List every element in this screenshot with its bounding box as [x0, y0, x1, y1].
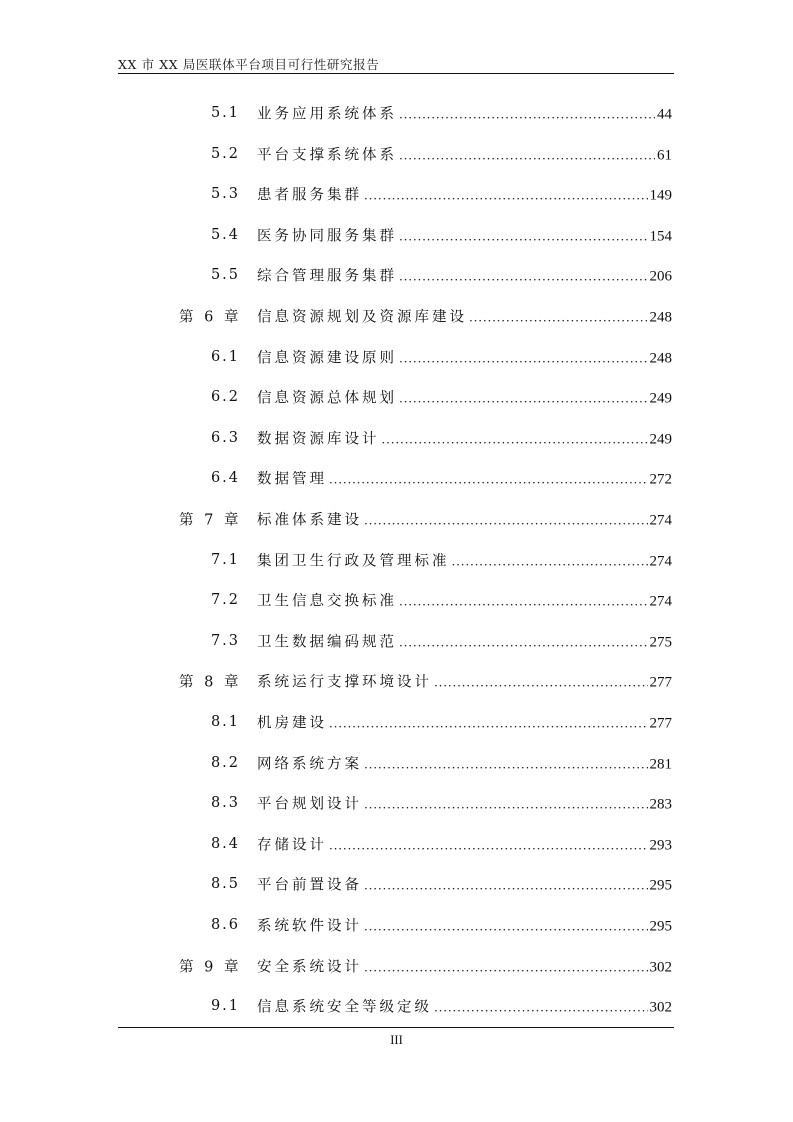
toc-entry-body — [257, 915, 672, 936]
toc-entry-number: 第 7 章 — [179, 512, 239, 529]
toc-dot-leader — [399, 595, 648, 609]
toc-dot-leader — [399, 108, 655, 122]
toc-entry-page: 274 — [649, 593, 672, 610]
header-divider — [118, 73, 674, 74]
footer-divider — [118, 1027, 674, 1028]
toc-dot-leader — [382, 432, 648, 446]
toc-entry-body — [257, 265, 672, 286]
toc-entry-number: 6.4 — [210, 470, 240, 487]
toc-section-entry[interactable] — [0, 743, 793, 783]
toc-entry-body — [257, 306, 672, 327]
toc-entry-number: 7.3 — [210, 632, 240, 649]
toc-entry-number: 8.2 — [210, 754, 240, 771]
toc-entry-title: 卫生数据编码规范 — [257, 634, 397, 651]
toc-entry-title: 平台支撑系统体系 — [257, 147, 397, 164]
toc-entry-title: 标准体系建设 — [257, 512, 362, 529]
toc-entry-title: 信息资源规划及资源库建设 — [257, 309, 467, 326]
toc-entry-body — [257, 833, 672, 854]
toc-section-entry[interactable] — [0, 134, 793, 174]
toc-section-entry[interactable] — [0, 458, 793, 498]
toc-entry-number: 7.1 — [210, 551, 240, 568]
page-number: III — [390, 1033, 403, 1047]
toc-entry-title: 信息系统安全等级定级 — [257, 999, 432, 1016]
toc-dot-leader — [399, 270, 648, 284]
toc-entry-title: 综合管理服务集群 — [257, 268, 397, 285]
toc-entry-page: 295 — [649, 918, 672, 935]
toc-entry-page: 302 — [649, 999, 672, 1016]
toc-entry-number: 第 6 章 — [179, 309, 239, 326]
toc-entry-title: 平台前置设备 — [257, 877, 362, 894]
toc-entry-number: 6.3 — [210, 429, 240, 446]
toc-entry-body — [257, 427, 672, 448]
toc-entry-page: 275 — [649, 634, 672, 651]
toc-entry-body — [257, 630, 672, 651]
toc-dot-leader — [329, 838, 648, 852]
toc-dot-leader — [469, 311, 648, 325]
toc-entry-title: 安全系统设计 — [257, 959, 362, 976]
toc-entry-page: 274 — [649, 553, 672, 570]
toc-dot-leader — [329, 473, 648, 487]
toc-entry-body — [257, 346, 672, 367]
toc-entry-page: 302 — [649, 959, 672, 976]
toc-section-entry[interactable] — [0, 215, 793, 255]
toc-entry-page: 281 — [649, 756, 672, 773]
toc-entry-page: 293 — [649, 837, 672, 854]
toc-entry-title: 信息资源建设原则 — [257, 350, 397, 367]
toc-chapter-entry[interactable] — [0, 661, 793, 701]
toc-entry-page: 206 — [649, 268, 672, 285]
toc-dot-leader — [399, 635, 648, 649]
toc-entry-page: 249 — [649, 390, 672, 407]
toc-section-entry[interactable] — [0, 905, 793, 945]
toc-dot-leader — [364, 798, 648, 812]
toc-section-entry[interactable] — [0, 864, 793, 904]
toc-section-entry[interactable] — [0, 337, 793, 377]
toc-section-entry[interactable] — [0, 580, 793, 620]
toc-entry-page: 277 — [649, 674, 672, 691]
toc-entry-body — [257, 793, 672, 814]
toc-section-entry[interactable] — [0, 174, 793, 214]
toc-dot-leader — [364, 920, 648, 934]
toc-entry-body — [257, 955, 672, 976]
toc-entry-title: 卫生信息交换标准 — [257, 593, 397, 610]
toc-section-entry[interactable] — [0, 783, 793, 823]
toc-entry-number: 第 9 章 — [179, 959, 239, 976]
toc-entry-body — [257, 712, 672, 733]
toc-entry-title: 存储设计 — [257, 837, 327, 854]
toc-dot-leader — [434, 1001, 648, 1015]
toc-section-entry[interactable] — [0, 824, 793, 864]
toc-dot-leader — [399, 392, 648, 406]
toc-entry-number: 9.1 — [210, 998, 240, 1015]
toc-entry-page: 44 — [657, 106, 672, 123]
toc-entry-number: 5.5 — [210, 267, 240, 284]
toc-entry-body — [257, 590, 672, 611]
toc-entry-number: 7.2 — [210, 592, 240, 609]
toc-entry-body — [257, 752, 672, 773]
toc-dot-leader — [452, 554, 648, 568]
toc-section-entry[interactable] — [0, 540, 793, 580]
toc-dot-leader — [434, 676, 648, 690]
toc-entry-number: 5.3 — [210, 186, 240, 203]
toc-entry-title: 集团卫生行政及管理标准 — [257, 553, 450, 570]
toc-entry-page: 272 — [649, 471, 672, 488]
toc-chapter-entry[interactable] — [0, 499, 793, 539]
toc-dot-leader — [399, 229, 648, 243]
toc-entry-title: 系统运行支撑环境设计 — [257, 674, 432, 691]
toc-dot-leader — [399, 148, 655, 162]
toc-entry-title: 数据管理 — [257, 471, 327, 488]
toc-entry-number: 5.4 — [210, 226, 240, 243]
toc-entry-body — [257, 468, 672, 489]
toc-entry-page: 248 — [649, 309, 672, 326]
toc-entry-title: 机房建设 — [257, 715, 327, 732]
toc-entry-body — [257, 143, 672, 164]
toc-chapter-entry[interactable] — [0, 296, 793, 336]
toc-entry-page: 249 — [649, 431, 672, 448]
page-header-title: XX 市 XX 局医联体平台项目可行性研究报告 — [118, 57, 380, 72]
toc-entry-body — [257, 509, 672, 530]
toc-section-entry[interactable] — [0, 255, 793, 295]
toc-entry-number: 6.2 — [210, 389, 240, 406]
toc-entry-page: 149 — [649, 187, 672, 204]
toc-entry-number: 5.1 — [210, 105, 240, 121]
toc-entry-title: 系统软件设计 — [257, 918, 362, 935]
toc-entry-title: 业务应用系统体系 — [257, 106, 397, 123]
toc-entry-page: 283 — [649, 796, 672, 813]
toc-entry-page: 248 — [649, 350, 672, 367]
toc-section-entry[interactable] — [0, 702, 793, 742]
toc-entry-body — [257, 184, 672, 205]
toc-dot-leader — [399, 351, 648, 365]
toc-entry-number: 8.1 — [210, 714, 240, 730]
toc-section-entry[interactable] — [0, 93, 793, 133]
toc-entry-number: 6.1 — [210, 348, 240, 365]
toc-entry-number: 8.6 — [210, 917, 240, 933]
toc-dot-leader — [364, 757, 648, 771]
toc-section-entry[interactable] — [0, 621, 793, 661]
toc-entry-body — [257, 103, 672, 124]
toc-entry-page: 295 — [649, 877, 672, 894]
toc-dot-leader — [364, 879, 648, 893]
toc-section-entry[interactable] — [0, 986, 793, 1026]
toc-entry-title: 网络系统方案 — [257, 756, 362, 773]
toc-entry-title: 信息资源总体规划 — [257, 390, 397, 407]
toc-entry-number: 8.3 — [210, 795, 240, 812]
toc-dot-leader — [364, 960, 648, 974]
toc-entry-page: 61 — [657, 147, 672, 164]
toc-entry-number: 8.5 — [210, 876, 240, 893]
toc-entry-title: 医务协同服务集群 — [257, 228, 397, 245]
toc-entry-title: 数据资源库设计 — [257, 431, 380, 448]
toc-chapter-entry[interactable] — [0, 946, 793, 986]
toc-entry-title: 患者服务集群 — [257, 187, 362, 204]
toc-entry-page: 154 — [649, 228, 672, 245]
toc-entry-page: 274 — [649, 512, 672, 529]
toc-entry-page: 277 — [649, 715, 672, 732]
toc-dot-leader — [364, 189, 648, 203]
toc-entry-number: 8.4 — [210, 835, 240, 852]
toc-section-entry[interactable] — [0, 418, 793, 458]
toc-dot-leader — [329, 717, 648, 731]
toc-entry-body — [257, 874, 672, 895]
toc-section-entry[interactable] — [0, 377, 793, 417]
toc-entry-number: 第 8 章 — [179, 674, 239, 691]
toc-entry-body — [257, 996, 672, 1017]
toc-entry-body — [257, 387, 672, 408]
toc-entry-body — [257, 224, 672, 245]
toc-dot-leader — [364, 514, 648, 528]
toc-entry-body — [257, 549, 672, 570]
toc-entry-number: 5.2 — [210, 145, 240, 162]
toc-entry-body — [257, 671, 672, 692]
toc-entry-title: 平台规划设计 — [257, 796, 362, 813]
